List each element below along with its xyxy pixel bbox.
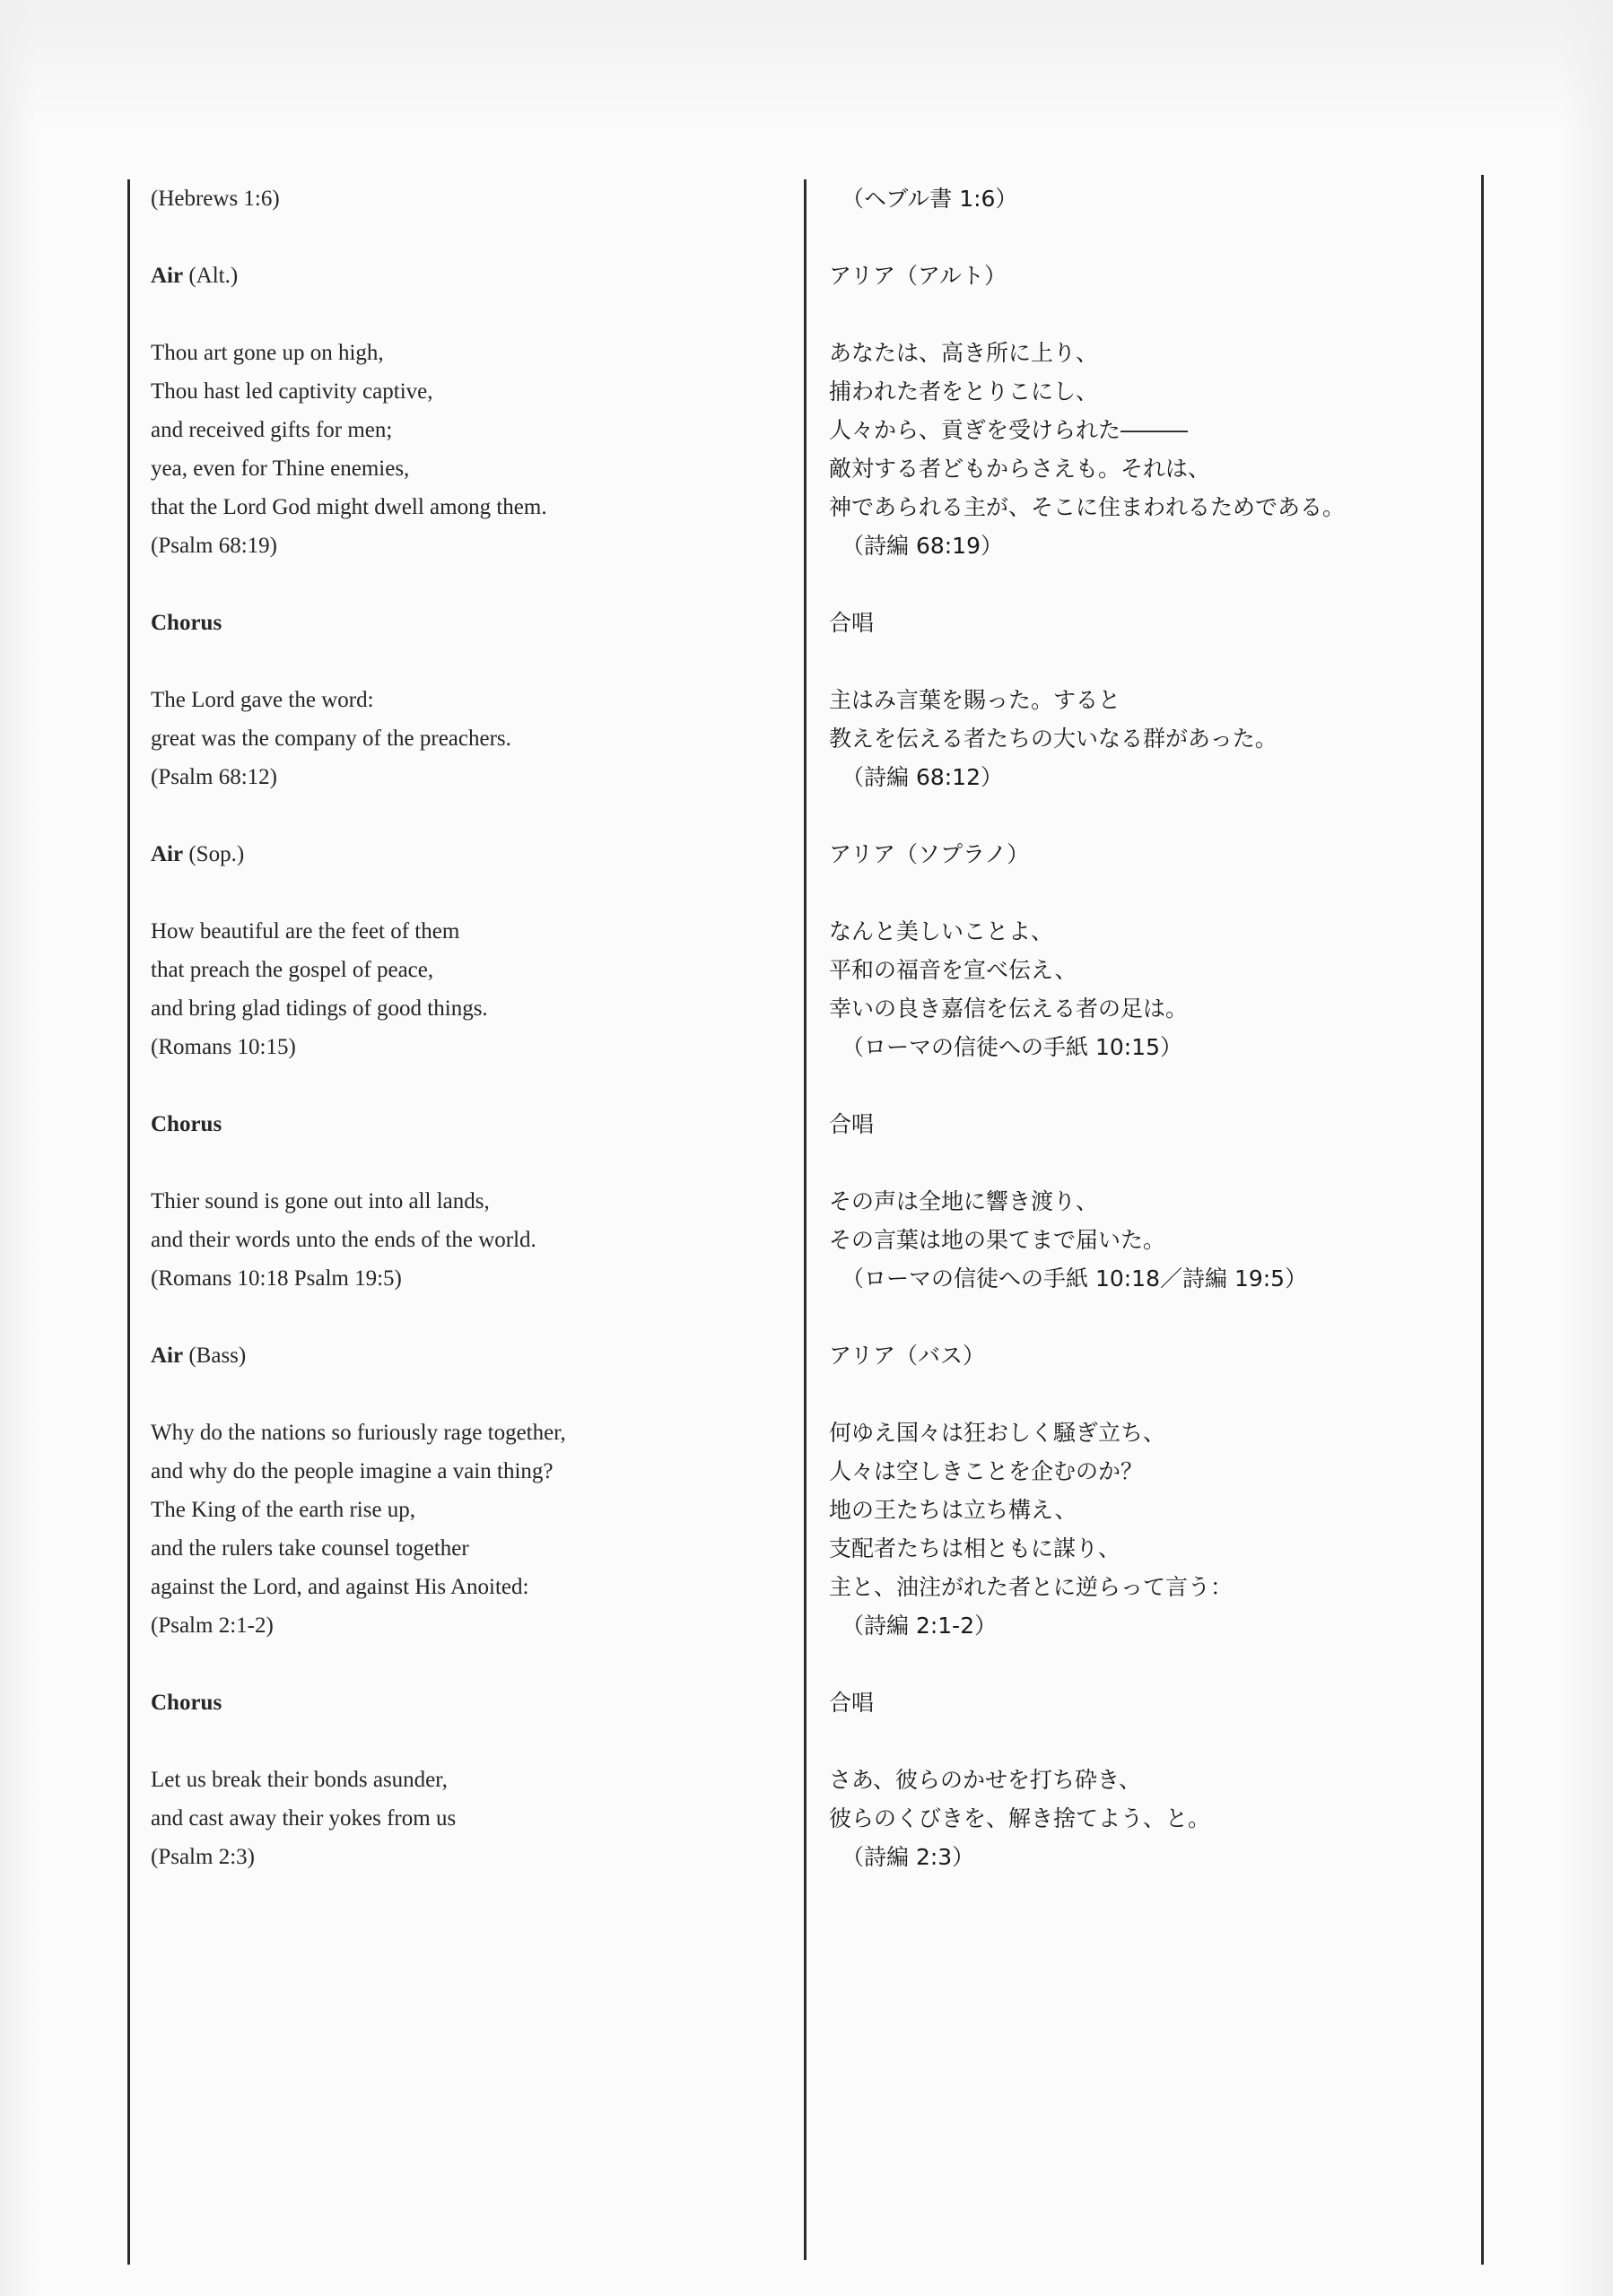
english-section-heading <box>151 835 779 874</box>
english-scripture-reference: (Hebrews 1:6) <box>151 187 280 211</box>
section-heading-title: Chorus <box>151 1112 222 1136</box>
japanese-lyric-line: 彼らのくびきを、解き捨てよう、と。 <box>829 1805 1211 1831</box>
japanese-lyric-line: さあ、彼らのかせを打ち砕き、 <box>829 1767 1142 1793</box>
section-heading-voice: (Sop.) <box>183 842 245 866</box>
english-lyric-line: and cast away their yokes from us <box>151 1806 457 1831</box>
section-heading-voice: (Bass) <box>183 1344 247 1368</box>
japanese-lyric-line: その言葉は地の果てまで届いた。 <box>829 1227 1166 1253</box>
japanese-lyric-line: あなたは、高き所に上り、 <box>829 340 1099 366</box>
english-lyric-line: and received gifts for men; <box>151 418 393 442</box>
english-scripture-reference: (Romans 10:15) <box>151 1035 296 1059</box>
japanese-lyric-line: 主はみ言葉を賜った。すると <box>829 687 1121 713</box>
english-section-heading <box>151 257 779 295</box>
japanese-lyric-line: なんと美しいことよ、 <box>829 918 1054 944</box>
japanese-lyric-line: 何ゆえ国々は狂おしく騒ぎ立ち、 <box>829 1420 1166 1446</box>
english-section-heading <box>151 604 779 642</box>
japanese-section-heading: アリア（ソプラノ） <box>829 841 1030 867</box>
japanese-section-heading: 合唱 <box>829 610 875 636</box>
page-shading-right <box>1559 0 1613 2296</box>
english-lyric-line: that preach the gospel of peace, <box>151 958 434 982</box>
spacer <box>829 1375 1457 1413</box>
spacer <box>151 1066 779 1105</box>
english-lyric-line: yea, even for Thine enemies, <box>151 457 410 481</box>
japanese-lyric-line: 神であられる主が、そこに住まわれるためである。 <box>829 494 1346 520</box>
english-lyric-line: and why do the people imagine a vain thing? <box>151 1459 554 1483</box>
english-scripture-reference: (Romans 10:18 Psalm 19:5) <box>151 1266 402 1291</box>
section-heading-voice: (Alt.) <box>183 264 239 288</box>
english-libretto-column <box>151 179 779 1876</box>
section-heading-title: Air <box>151 264 184 288</box>
japanese-scripture-reference: （詩編 2:3） <box>841 1844 975 1870</box>
spacer <box>829 642 1457 681</box>
spacer <box>829 295 1457 334</box>
section-heading-title: Air <box>151 1344 184 1368</box>
english-scripture-reference: (Psalm 68:19) <box>151 534 277 558</box>
english-lyric-line: and the rulers take counsel together <box>151 1536 469 1561</box>
japanese-lyric-line: 人々から、貢ぎを受けられた――― <box>829 417 1189 443</box>
japanese-lyric-line: 捕われた者をとりこにし、 <box>829 378 1099 404</box>
column-rule-left <box>127 179 130 2265</box>
section-heading-title: Air <box>151 842 184 866</box>
english-lyric-line: and bring glad tidings of good things. <box>151 996 488 1021</box>
english-lyric-line: against the Lord, and against His Anoited: <box>151 1575 529 1599</box>
english-scripture-reference: (Psalm 68:12) <box>151 765 277 789</box>
english-section-heading <box>151 1683 779 1722</box>
spacer <box>151 1645 779 1683</box>
spacer <box>151 218 779 257</box>
english-scripture-reference: (Psalm 2:1-2) <box>151 1613 274 1638</box>
english-lyric-line: The King of the earth rise up, <box>151 1498 416 1522</box>
column-rule-right <box>1481 175 1484 2265</box>
japanese-lyric-line: 地の王たちは立ち構え、 <box>829 1497 1077 1523</box>
spacer <box>151 565 779 604</box>
japanese-scripture-reference: （ヘブル書 1:6） <box>841 186 1018 212</box>
spacer <box>151 642 779 681</box>
spacer <box>151 1375 779 1413</box>
english-lyric-line: Thier sound is gone out into all lands, <box>151 1189 490 1213</box>
japanese-lyric-line: 敵対する者どもからさえも。それは、 <box>829 456 1211 482</box>
japanese-libretto-column <box>829 179 1457 1876</box>
spacer <box>151 1298 779 1336</box>
spacer <box>829 1066 1457 1105</box>
japanese-scripture-reference: （ローマの信徒への手紙 10:18／詩編 19:5） <box>841 1265 1308 1292</box>
spacer <box>829 1645 1457 1683</box>
spacer <box>151 796 779 835</box>
spacer <box>151 295 779 334</box>
english-lyric-line: How beautiful are the feet of them <box>151 919 460 944</box>
page-shading-top <box>0 0 1613 135</box>
english-scripture-reference: (Psalm 2:3) <box>151 1845 255 1869</box>
english-lyric-line: and their words unto the ends of the world. <box>151 1228 536 1252</box>
english-section-heading <box>151 1105 779 1144</box>
japanese-section-heading: アリア（アルト） <box>829 263 1007 289</box>
japanese-lyric-line: 主と、油注がれた者とに逆らって言う： <box>829 1574 1234 1600</box>
japanese-section-heading: 合唱 <box>829 1111 875 1137</box>
japanese-lyric-line: その声は全地に響き渡り、 <box>829 1188 1099 1214</box>
spacer <box>151 1144 779 1182</box>
spacer <box>829 218 1457 257</box>
english-lyric-line: Thou art gone up on high, <box>151 341 384 365</box>
japanese-lyric-line: 支配者たちは相ともに謀り、 <box>829 1535 1121 1561</box>
english-lyric-line: great was the company of the preachers. <box>151 726 511 751</box>
english-section-heading <box>151 1336 779 1375</box>
spacer <box>151 874 779 912</box>
spacer <box>829 1722 1457 1761</box>
japanese-section-heading: アリア（バス） <box>829 1343 986 1369</box>
japanese-lyric-line: 教えを伝える者たちの大いなる群があった。 <box>829 726 1277 752</box>
english-lyric-line: The Lord gave the word: <box>151 688 374 712</box>
english-lyric-line: Thou hast led captivity captive, <box>151 379 433 404</box>
japanese-scripture-reference: （ローマの信徒への手紙 10:15） <box>841 1034 1182 1060</box>
japanese-lyric-line: 平和の福音を宣べ伝え、 <box>829 957 1077 983</box>
japanese-section-heading: 合唱 <box>829 1690 875 1716</box>
english-lyric-line: that the Lord God might dwell among them. <box>151 495 547 519</box>
spacer <box>829 796 1457 835</box>
japanese-scripture-reference: （詩編 68:12） <box>841 764 1003 790</box>
english-lyric-line: Why do the nations so furiously rage together, <box>151 1421 566 1445</box>
japanese-lyric-line: 幸いの良き嘉信を伝える者の足は。 <box>829 996 1189 1022</box>
spacer <box>829 1144 1457 1182</box>
japanese-scripture-reference: （詩編 68:19） <box>841 533 1003 559</box>
spacer <box>829 1298 1457 1336</box>
column-rule-middle <box>804 179 806 2260</box>
japanese-scripture-reference: （詩編 2:1-2） <box>841 1613 998 1639</box>
japanese-lyric-line: 人々は空しきことを企むのか？ <box>829 1458 1144 1484</box>
section-heading-title: Chorus <box>151 611 222 635</box>
section-heading-title: Chorus <box>151 1691 222 1715</box>
spacer <box>829 874 1457 912</box>
english-lyric-line: Let us break their bonds asunder, <box>151 1768 448 1792</box>
spacer <box>829 565 1457 604</box>
page-shading-left <box>0 0 36 2296</box>
spacer <box>151 1722 779 1761</box>
